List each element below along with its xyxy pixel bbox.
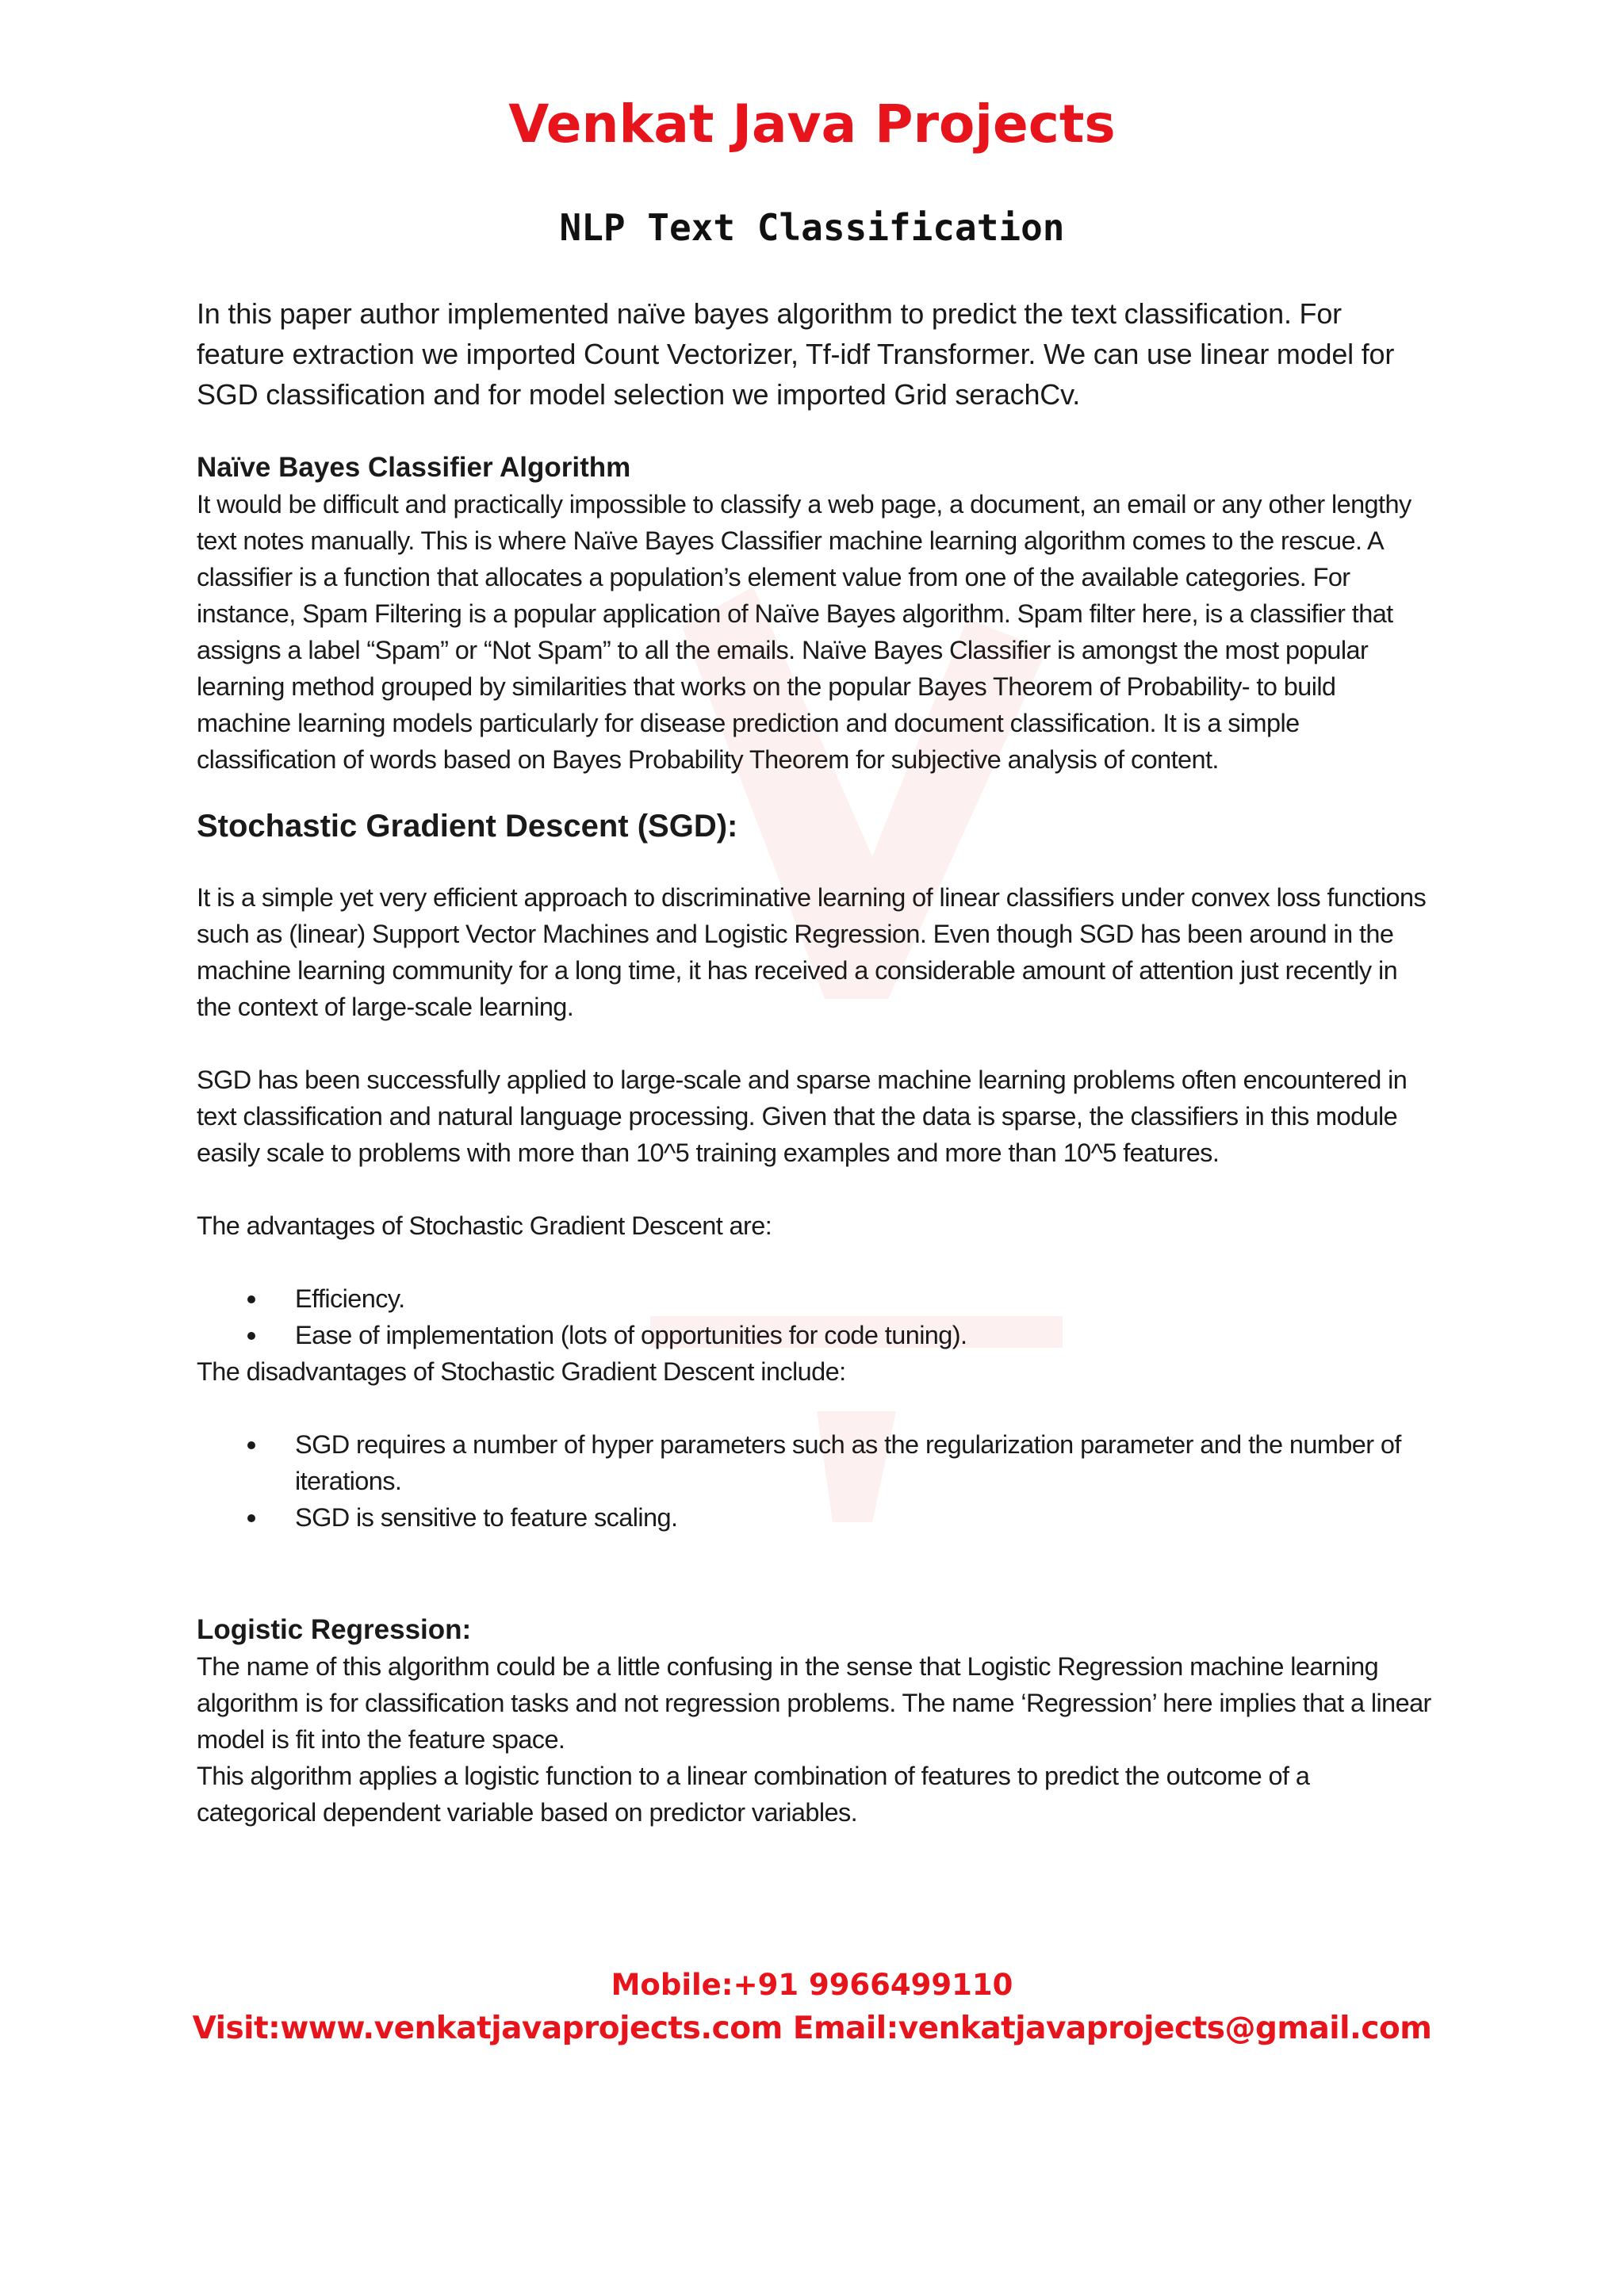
brand-title: Venkat Java Projects bbox=[508, 94, 1116, 155]
advantages-list bbox=[197, 1280, 1434, 1353]
naive-bayes-heading: Naïve Bayes Classifier Algorithm bbox=[197, 452, 631, 483]
spacer bbox=[197, 1244, 1434, 1280]
disadvantages-intro: The disadvantages of Stochastic Gradient Descent include: bbox=[197, 1357, 846, 1386]
document-title: NLP Text Classification bbox=[559, 206, 1065, 249]
sgd-paragraph-1: It is a simple yet very efficient approach to discriminative learning of linear classifiers under convex loss functions such as (linear) Support Vector Machines and Logistic Regression. Even though SGD has been around in the machine learning community for a long time, it has received a considerable amount of attention just recently in the context of large-scale learning. bbox=[197, 883, 1427, 1021]
spacer bbox=[197, 1536, 1434, 1612]
spacer bbox=[197, 1025, 1434, 1062]
list-item-text: Ease of implementation (lots of opportunities for code tuning). bbox=[295, 1321, 967, 1349]
logistic-regression-section bbox=[197, 1612, 1434, 1831]
list-item bbox=[197, 1280, 1434, 1317]
logistic-paragraph-2: This algorithm applies a logistic function to a linear combination of features to predict the outcome of a categorical dependent variable based on predictor variables. bbox=[197, 1762, 1310, 1827]
list-item bbox=[197, 1499, 1434, 1536]
logistic-regression-heading: Logistic Regression: bbox=[197, 1614, 472, 1645]
intro-paragraph: In this paper author implemented naïve bayes algorithm to predict the text classification. For feature extraction we imported Count Vectorizer, Tf-idf Transformer. We can use linear model for SGD classification and for model selection we imported Grid serachCv. bbox=[197, 297, 1395, 411]
naive-bayes-paragraph: It would be difficult and practically impossible to classify a web page, a document, an email or any other lengthy text notes manually. This is where Naïve Bayes Classifier machine learning algorithm comes to the rescue. A classifier is a function that allocates a population’s element value from one of the available categories. For instance, Spam Filtering is a popular application of Naïve Bayes algorithm. Spam filter here, is a classifier that assigns a label “Spam” or “Not Spam” to all the emails. Naïve Bayes Classifier is amongst the most popular learning method grouped by similarities that works on the popular Bayes Theorem of Probability- to build machine learning models particularly for disease prediction and document classification. It is a simple classification of words based on Bayes Probability Theorem for subjective analysis of content. bbox=[197, 490, 1411, 774]
spacer bbox=[197, 1171, 1434, 1207]
document-body bbox=[197, 293, 1434, 1831]
list-item bbox=[197, 1317, 1434, 1353]
footer-mobile: Mobile:+91 9966499110 bbox=[611, 1968, 1013, 2002]
logistic-paragraph-1: The name of this algorithm could be a little confusing in the sense that Logistic Regression machine learning algorithm is for classification tasks and not regression problems. The name ‘Regression’ here implies that a linear model is fit into the feature space. bbox=[197, 1652, 1431, 1754]
list-item bbox=[197, 1426, 1434, 1499]
sgd-paragraph-2: SGD has been successfully applied to large-scale and sparse machine learning problems often encountered in text classification and natural language processing. Given that the data is sparse, the classifiers in this module easily scale to problems with more than 10^5 training examples and more than 10^5 features. bbox=[197, 1066, 1408, 1167]
bullet-icon bbox=[247, 1295, 255, 1303]
sgd-heading: Stochastic Gradient Descent (SGD): bbox=[197, 809, 738, 844]
list-item-text: SGD requires a number of hyper parameters such as the regularization parameter and the number of iterations. bbox=[295, 1430, 1401, 1495]
sgd-section bbox=[197, 805, 1434, 1536]
bullet-icon bbox=[247, 1332, 255, 1340]
bullet-icon bbox=[247, 1441, 255, 1449]
footer-contact: Visit:www.venkatjavaprojects.com Email:venkatjavaprojects@gmail.com bbox=[192, 2011, 1432, 2046]
spacer bbox=[197, 1390, 1434, 1426]
list-item-text: SGD is sensitive to feature scaling. bbox=[295, 1503, 678, 1532]
bullet-icon bbox=[247, 1514, 255, 1522]
list-item-text: Efficiency. bbox=[295, 1284, 405, 1313]
naive-bayes-section bbox=[197, 450, 1434, 778]
advantages-intro: The advantages of Stochastic Gradient Descent are: bbox=[197, 1211, 772, 1240]
disadvantages-list bbox=[197, 1426, 1434, 1536]
